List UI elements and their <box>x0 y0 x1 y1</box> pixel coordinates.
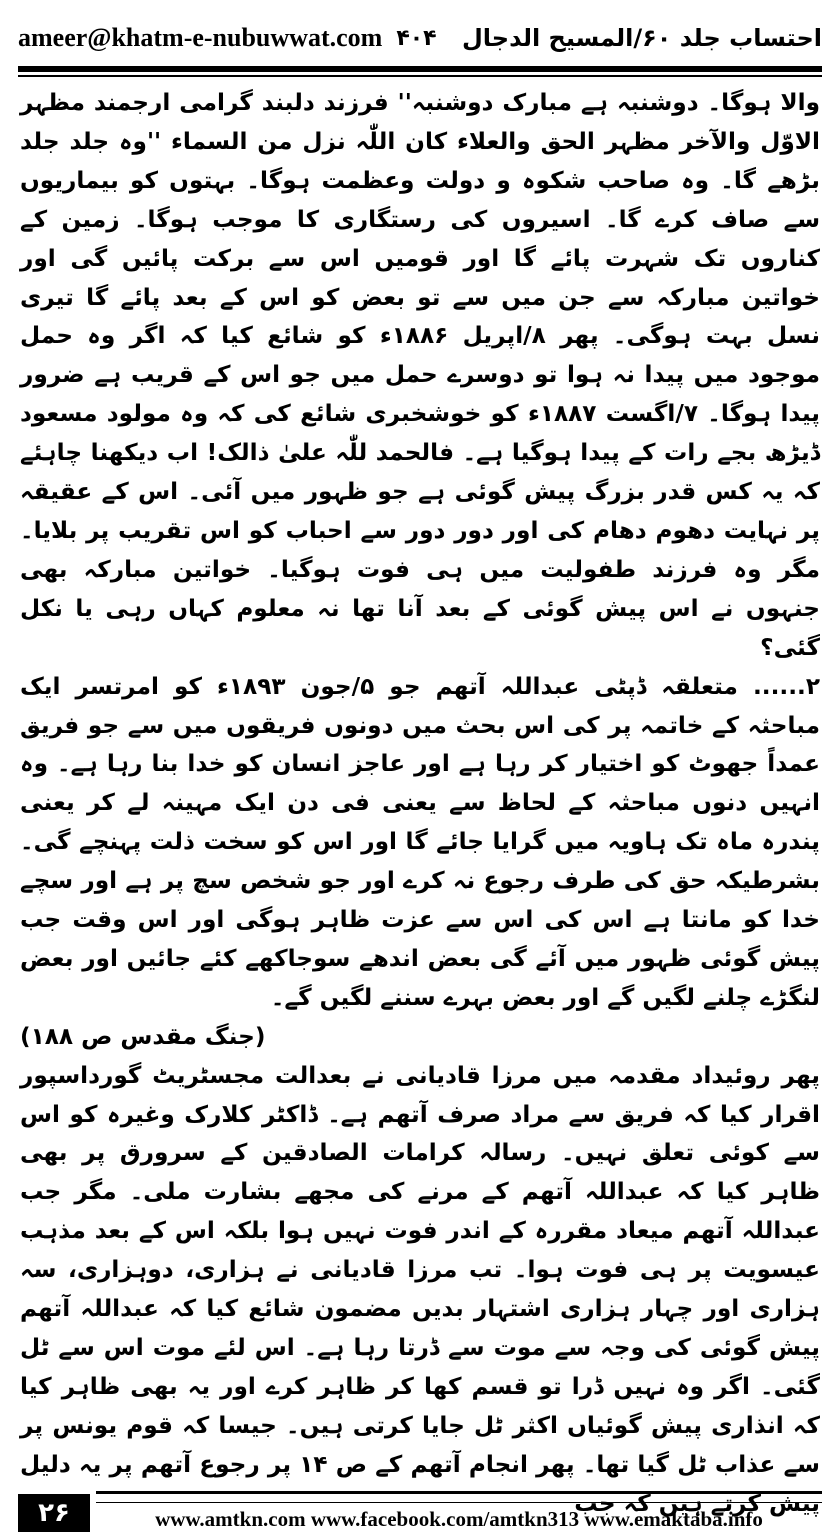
header-page-number: ۴۰۴ <box>396 25 437 51</box>
footer-rule <box>96 1491 822 1503</box>
header-email[interactable]: ameer@khatm-e-nubuwwat.com <box>18 23 383 52</box>
header-left <box>18 23 437 53</box>
paragraph-1: والا ہوگا۔ دوشنبہ ہے مبارک دوشنبہ'' فرزند دلبند گرامی ارجمند مظہر الاوّل والآخر مظہر الحق والعلاء کان اللّٰہ نزل من السماء ''وہ جلد جلد بڑھے گا۔ وہ صاحب شکوہ و دولت وعظمت ہوگا۔ بہتوں کو بیماریوں سے صاف کرے گا۔ اسیروں کی رستگاری کا موجب ہوگا۔ زمین کے کناروں تک شہرت پائے گا اور قومیں اس سے برکت پائیں گی اور خواتین مبارکہ سے جن میں سے تو بعض کو اس کے بعد پائے گا تیری نسل بہت ہوگی۔ پھر ۸/اپریل ۱۸۸۶ء کو شائع کیا کہ اگر وہ حمل موجود میں پیدا نہ ہوا تو دوسرے حمل میں جو اس کے قریب ہے ضرور پیدا ہوگا۔ ۷/اگست ۱۸۸۷ء کو خوشخبری شائع کی کہ وہ مولود مسعود ڈیڑھ بجے رات کے پیدا ہوگیا ہے۔ فالحمد للّٰہ علیٰ ذالک! اب دیکھنا چاہئے کہ یہ کس قدر بزرگ پیش گوئی ہے جو ظہور میں آئی۔ اس کے عقیقہ پر نہایت دھوم دھام کی اور دور دور سے احباب کو اس تقریب پر بلایا۔ مگر وہ فرزند طفولیت میں ہی فوت ہوگیا۔ خواتین مبارکہ بھی جنہوں نے اس پیش گوئی کے بعد آنا تھا نہ معلوم کہاں رہی یا نکل گئی؟ <box>20 89 820 661</box>
page-footer <box>18 1488 822 1532</box>
paragraph-3: پھر روئیداد مقدمہ میں مرزا قادیانی نے بعدالت مجسٹریٹ گورداسپور اقرار کیا کہ فریق سے مراد صرف آتھم ہے۔ ڈاکٹر کلارک وغیرہ کو اس سے کوئی تعلق نہیں۔ رسالہ کرامات الصادقین کے سرورق پر بھی ظاہر کیا کہ عبداللہ آتھم کے مرنے کی مجھے بشارت ملی۔ مگر جب عبداللہ آتھم میعاد مقررہ کے اندر فوت نہیں ہوا بلکہ اس کے بعد مذہب عیسویت پر ہی فوت ہوا۔ تب مرزا قادیانی نے ہزاری، دوہزاری، سہ ہزاری اور چہار ہزاری اشتہار بدیں مضمون شائع کیا کہ عبداللہ آتھم پیش گوئی کی وجہ سے موت سے ڈرتا رہا ہے۔ اس لئے موت اس سے ٹل گئی۔ اگر وہ نہیں ڈرا تو قسم کھا کر ظاہر کرے اور یہ بھی ظاہر کیا کہ انذاری پیش گوئیاں اکثر ٹل جایا کرتی ہیں۔ جیسا کہ قوم یونس پر سے عذاب ٹل گیا تھا۔ پھر انجام آتھم کے ص ۱۴ پر رجوع آتھم پر یہ دلیل پیش کرتے ہیں کہ جب <box>20 1061 820 1517</box>
footer-links[interactable]: www.amtkn.com www.facebook.com/amtkn313 www.emaktaba.info <box>155 1507 763 1531</box>
header-rule-thin <box>18 75 822 77</box>
footer-right <box>96 1491 822 1532</box>
book-title: احتساب جلد ۶۰/المسیح الدجال <box>461 24 822 52</box>
item-2-number: ۲...... <box>752 672 820 700</box>
item-2 <box>20 668 820 1057</box>
page-header <box>18 14 822 62</box>
item-2-reference: (جنگ مقدس ص ۱۸۸) <box>20 1022 266 1050</box>
item-2-text: متعلقہ ڈپٹی عبداللہ آتھم جو ۵/جون ۱۸۹۳ء کو امرتسر ایک مباحثہ کے خاتمہ پر کی اس بحث میں دونوں فریقوں میں سے جو فریق عمداً جھوٹ کو اختیار کر رہا ہے اور عاجز انسان کو خدا بنا رہا ہے۔ وہ انہیں دنوں مباحثہ کے لحاظ سے یعنی فی دن ایک مہینہ لے کر یعنی پندرہ ماہ تک ہاویہ میں گرایا جائے گا اور اس کو سخت ذلت پہنچے گی۔ بشرطیکہ حق کی طرف رجوع نہ کرے اور جو شخص سچ پر ہے اور سچے خدا کو مانتا ہے اس کی اس سے عزت ظاہر ہوگی اور اس وقت جب پیش گوئی ظہور میں آئے گی بعض اندھے سوجاکھے کئے جائیں اور بعض لنگڑے چلنے لگیں گے اور بعض بہرے سننے لگیں گے۔ <box>20 672 820 1011</box>
footer-page-number: ۲۶ <box>18 1494 90 1532</box>
header-rule-thick <box>18 66 822 72</box>
